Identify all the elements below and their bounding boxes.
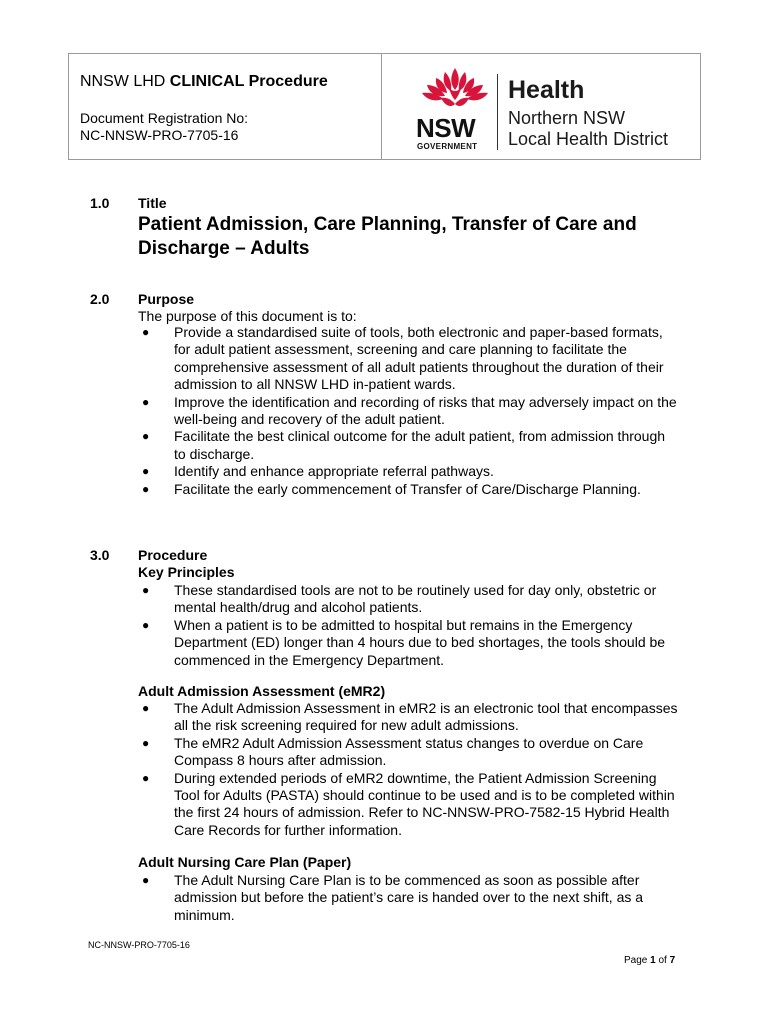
key-principles-heading: Key Principles: [138, 564, 235, 580]
bullet-icon: ●: [142, 735, 150, 750]
list-item: ● During extended periods of eMR2 downtime, the Patient Admission Screening Tool for Adults (PASTA) should continue to be used and is to be completed within the first 24 hours of admission. Refer to NC-NNSW-PRO-7582-15 Hybrid Health Care Records for further information.: [142, 769, 675, 838]
procedure-type-title: NNSW LHD CLINICAL Procedure: [80, 73, 328, 90]
health-wordmark: Health: [508, 76, 585, 104]
list-item: ● The Adult Nursing Care Plan is to be commenced as soon as possible after admission but before the patient’s care is handed over to the next shift, as a minimum.: [142, 872, 644, 923]
bullet-icon: ●: [142, 325, 150, 339]
nsw-health-logo: [415, 66, 695, 150]
emr2-list: [138, 700, 678, 839]
government-wordmark: GOVERNMENT: [417, 142, 478, 151]
list-item: ● Provide a standardised suite of tools, both electronic and paper-based formats, for adult patient assessment, screening and care planning to facilitate the comprehensive assessment of all adult patients throughout the duration of their admission to all NNSW LHD in-patient wards.: [142, 324, 664, 393]
section-1-number: 1.0: [90, 195, 110, 211]
list-item: ● Facilitate the early commencement of Transfer of Care/Discharge Planning.: [142, 480, 641, 497]
section-1-heading: Title: [138, 195, 167, 211]
list-item: ● These standardised tools are not to be routinely used for day only, obstetric or mental health/drug and alcohol patients.: [142, 582, 657, 616]
list-item: ● Facilitate the best clinical outcome for the adult patient, from admission through to discharge.: [142, 428, 666, 462]
section-2-number: 2.0: [90, 291, 110, 307]
page-number: Page 1 of 7: [624, 955, 676, 966]
header-info: [69, 54, 382, 159]
list-item: ● The eMR2 Adult Admission Assessment status changes to overdue on Care Compass 8 hours after admission.: [142, 734, 644, 769]
document-header: [68, 53, 701, 160]
logo-divider: [497, 74, 498, 150]
bullet-icon: ●: [142, 429, 150, 444]
bullet-icon: ●: [142, 701, 150, 715]
footer-document-ref: NC-NNSW-PRO-7705-16: [88, 940, 190, 950]
nursing-care-plan-heading: Adult Nursing Care Plan (Paper): [138, 854, 352, 870]
list-item: ● Improve the identification and recording of risks that may adversely impact on the well-being and recovery of the adult patient.: [142, 393, 677, 428]
registration-number: NC-NNSW-PRO-7705-16: [80, 127, 239, 143]
section-2-heading: Purpose: [138, 291, 195, 307]
nursing-care-plan-list: [138, 872, 678, 924]
section-3-number: 3.0: [90, 547, 110, 563]
list-item: ● The Adult Admission Assessment in eMR2 is an electronic tool that encompasses all the risk screening required for new adult admissions.: [142, 700, 678, 734]
bullet-icon: ●: [142, 464, 150, 479]
bullet-icon: ●: [142, 617, 150, 632]
bullet-icon: ●: [142, 394, 150, 409]
nsw-wordmark: NSW: [416, 113, 476, 143]
purpose-intro: The purpose of this document is to:: [138, 308, 357, 324]
emr2-heading: Adult Admission Assessment (eMR2): [138, 683, 386, 699]
registration-block: [80, 110, 248, 144]
registration-label: Document Registration No:: [80, 110, 249, 126]
list-item: ● When a patient is to be admitted to hospital but remains in the Emergency Department (ED) longer than 4 hours due to bed shortages, the tools should be commenced in the Emergency Department.: [142, 616, 666, 668]
document-title: Patient Admission, Care Planning, Transfer of Care and Discharge – Adults: [138, 214, 637, 259]
list-item: ● Identify and enhance appropriate referral pathways.: [142, 463, 494, 480]
purpose-list: [138, 324, 678, 498]
key-principles-list: [138, 582, 678, 669]
district-name-line2: Local Health District: [508, 129, 669, 149]
bullet-icon: ●: [142, 873, 150, 887]
waratah-icon: [419, 66, 491, 114]
district-name-line1: Northern NSW: [508, 108, 626, 128]
bullet-icon: ●: [142, 770, 150, 785]
bullet-icon: ●: [142, 583, 150, 597]
bullet-icon: ●: [142, 481, 150, 496]
section-3-heading: Procedure: [138, 547, 208, 563]
